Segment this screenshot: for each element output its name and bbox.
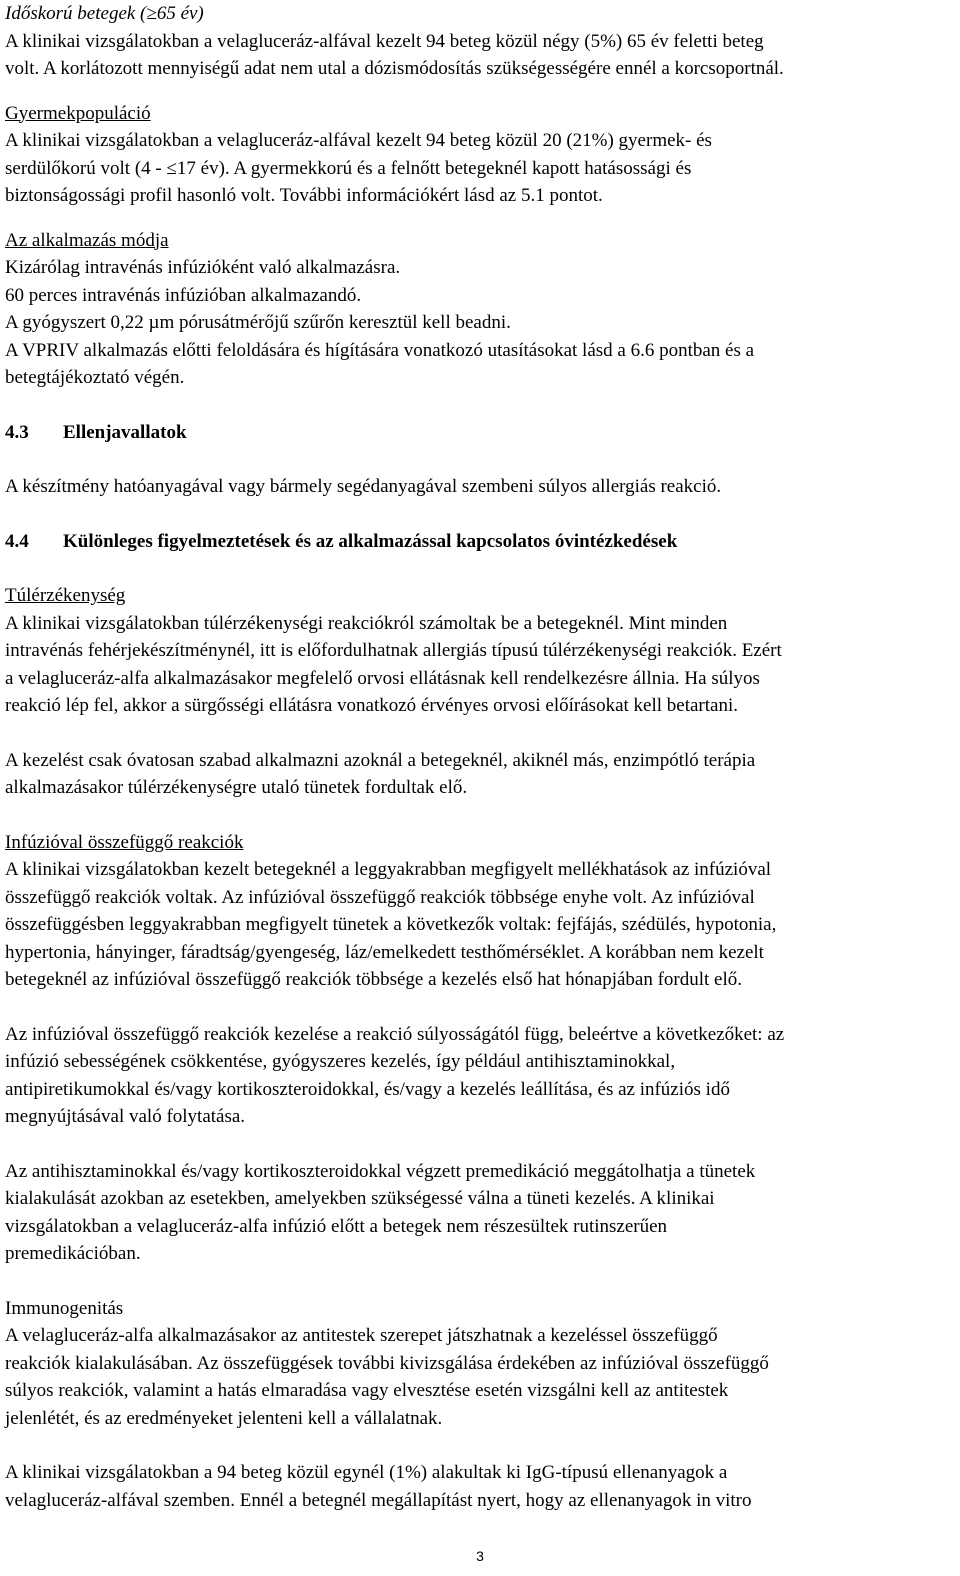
pediatric-line: biztonságossági profil hasonló volt. További információkért lásd az 5.1 pontot.: [5, 185, 603, 206]
text-line: A kezelést csak óvatosan szabad alkalmazni azoknál a betegeknél, akiknél más, enzimpótló terápia: [5, 749, 756, 771]
immunogenicity-section: [5, 1295, 955, 1515]
immunogenicity-heading: Immunogenitás: [5, 1297, 124, 1319]
document-page: [5, 0, 955, 1514]
text-line: betegeknél az infúzióval összefüggő reakciók többsége a kezelés első hat hónapjában fordult elő.: [5, 969, 743, 990]
hypersensitivity-section: [5, 582, 955, 802]
pediatric-line: A klinikai vizsgálatokban a velagluceráz-alfával kezelt 94 beteg közül 20 (21%) gyermek- és: [5, 130, 712, 151]
administration-section: [5, 227, 955, 392]
text-line: antipiretikumokkal és/vagy kortikoszteroidokkal, és/vagy a kezelés leállítása, és az infúziós idő: [5, 1078, 730, 1100]
text-line: A klinikai vizsgálatokban a 94 beteg közül egynél (1%) alakultak ki IgG-típusú ellenanyagok a: [5, 1462, 728, 1483]
hypersensitivity-heading: Túlérzékenység: [5, 585, 126, 606]
text-line: összefüggő reakciók voltak. Az infúzióval összefüggő reakciók többsége enyhe volt. Az infúzióval: [5, 886, 755, 908]
text-line: Az infúzióval összefüggő reakciók kezelése a reakció súlyosságától függ, beleértve a következőket: az: [5, 1023, 785, 1045]
text-line: A velagluceráz-alfa alkalmazásakor az antitestek szerepet játszhatnak a kezeléssel összefüggő: [5, 1325, 718, 1346]
text-line: súlyos reakciók, valamint a hatás elmaradása vagy elvesztése esetén vizsgálni kell az antitestek: [5, 1380, 729, 1401]
infusion-section: [5, 829, 955, 1268]
text-line: a velagluceráz-alfa alkalmazásakor megfelelő orvosi ellátásnak kell rendelkezésre állnia. Ha súlyos: [5, 667, 760, 689]
administration-line: betegtájékoztató végén.: [5, 367, 185, 388]
administration-line: 60 perces intravénás infúzióban alkalmazandó.: [5, 284, 362, 306]
text-line: megnyújtásával való folytatása.: [5, 1106, 246, 1127]
administration-line: A VPRIV alkalmazás előtti feloldására és hígítására vonatkozó utasításokat lásd a 6.6 pontban és a: [5, 339, 755, 361]
section-number: 4.3: [5, 421, 29, 443]
elderly-heading: Időskorú betegek (≥65 év): [5, 3, 204, 24]
section-title: Különleges figyelmeztetések és az alkalmazással kapcsolatos óvintézkedések: [63, 530, 678, 552]
text-line: intravénás fehérjekészítménynél, itt is előfordulhatnak allergiás típusú túlérzékenységi reakciók. Ezért: [5, 640, 782, 661]
infusion-heading: Infúzióval összefüggő reakciók: [5, 831, 244, 853]
text-line: vizsgálatokban a velagluceráz-alfa infúzió előtt a betegek nem részesültek rutinszerűen: [5, 1215, 668, 1237]
elderly-line: volt. A korlátozott mennyiségű adat nem utal a dózismódosítás szükségességére ennél a korcsoportnál.: [5, 58, 784, 79]
text-line: infúzió sebességének csökkentése, gyógyszeres kezelés, így például antihisztaminokkal,: [5, 1051, 676, 1072]
text-line: alkalmazásakor túlérzékenységre utaló tünetek fordultak elő.: [5, 777, 468, 798]
text-line: premedikációban.: [5, 1243, 141, 1264]
administration-heading: Az alkalmazás módja: [5, 229, 169, 251]
section-title: Ellenjavallatok: [63, 421, 187, 443]
section-number: 4.4: [5, 530, 29, 552]
pediatric-line: serdülőkorú volt (4 - ≤17 év). A gyermekkorú és a felnőtt betegeknél kapott hatásossági és: [5, 157, 692, 179]
text-line: reakció lép fel, akkor a sürgősségi ellátásra vonatkozó érvényes orvosi előírásokat kell betartani.: [5, 695, 738, 716]
pediatric-section: [5, 100, 955, 210]
text-line: A klinikai vizsgálatokban kezelt betegeknél a leggyakrabban megfigyelt mellékhatások az infúzióval: [5, 859, 772, 880]
page-number: 3: [476, 1548, 484, 1564]
administration-line: A gyógyszert 0,22 µm pórusátmérőjű szűrőn keresztül kell beadni.: [5, 312, 511, 333]
text-line: jelenlétét, és az eredményeket jelenteni kell a vállalatnak.: [5, 1407, 443, 1429]
section-4-4-heading: [5, 528, 955, 556]
text-line: hypertonia, hányinger, fáradtság/gyengeség, láz/emelkedett testhőmérséklet. A korábban nem kezelt: [5, 941, 764, 963]
contraindication-text: A készítmény hatóanyagával vagy bármely segédanyagával szembeni súlyos allergiás reakció.: [5, 476, 722, 497]
pediatric-heading: Gyermekpopuláció: [5, 102, 151, 124]
text-line: Az antihisztaminokkal és/vagy kortikoszteroidokkal végzett premedikáció meggátolhatja a tünetek: [5, 1160, 756, 1182]
text-line: összefüggésben leggyakrabban megfigyelt tünetek a következők voltak: fejfájás, szédülés, hypotonia,: [5, 914, 777, 935]
text-line: reakciók kialakulásában. Az összefüggések további kivizsgálása érdekében az infúzióval összefüggő: [5, 1352, 769, 1374]
section-4-3-heading: [5, 419, 955, 447]
text-line: kialakulását azokban az esetekben, amelyekben szükségessé válna a tüneti kezelés. A klinikai: [5, 1188, 715, 1209]
text-line: velagluceráz-alfával szemben. Ennél a betegnél megállapítást nyert, hogy az ellenanyagok in vitro: [5, 1489, 752, 1511]
elderly-section: [5, 0, 955, 83]
administration-line: Kizárólag intravénás infúzióként való alkalmazásra.: [5, 257, 401, 278]
elderly-line: A klinikai vizsgálatokban a velagluceráz-alfával kezelt 94 beteg közül négy (5%) 65 év feletti beteg: [5, 30, 764, 52]
text-line: A klinikai vizsgálatokban túlérzékenységi reakciókról számoltak be a betegeknél. Mint minden: [5, 612, 728, 634]
